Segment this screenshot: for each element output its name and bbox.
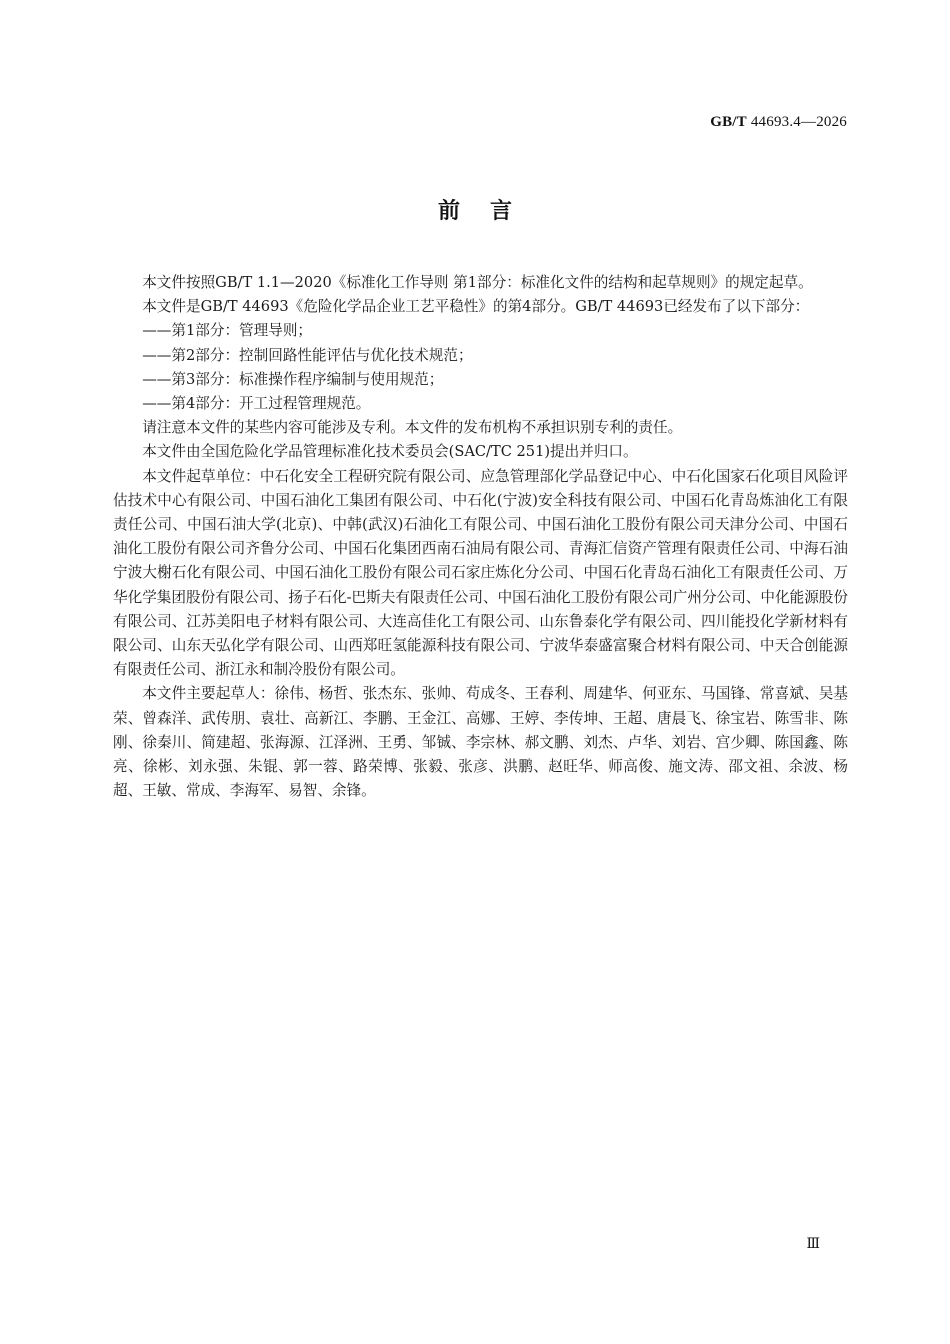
paragraph-proposer: 本文件由全国危险化学品管理标准化技术委员会(SAC/TC 251)提出并归口。	[142, 443, 638, 461]
paragraph-drafting-rules: 本文件按照GB/T 1.1—2020《标准化工作导则 第1部分：标准化文件的结构和起草规则》的规定起草。	[142, 274, 813, 291]
standard-number: 44693.4—2026	[746, 114, 847, 130]
page-title: 前言	[437, 199, 542, 224]
paragraph-patent-notice: 请注意本文件的某些内容可能涉及专利。本文件的发布机构不承担识别专利的责任。	[142, 419, 683, 437]
paragraph-series-intro: 本文件是GB/T 44693《危险化学品企业工艺平稳性》的第4部分。GB/T 44693已经发布了以下部分：	[142, 298, 810, 316]
document-body	[113, 271, 848, 803]
paragraph-drafters: 本文件主要起草人：徐伟、杨哲、张杰东、张帅、苟成冬、王春利、周建华、何亚东、马国锋、常喜斌、吴基荣、曾森洋、武传朋、袁壮、高新江、李鹏、王金江、高娜、王婷、李传坤、王超、唐晨飞、徐宝岩、陈雪非、陈刚、徐秦川、简建超、张海源、江泽洲、王勇、邹铖、李宗林、郝文鹏、刘杰、卢华、刘岩、宫少卿、陈国鑫、陈亮、徐彬、刘永强、朱锟、郭一蓉、路荣博、张毅、张彦、洪鹏、赵旺华、师高俊、施文涛、邵文祖、余波、杨超、王敏、常成、李海军、易智、余锋。	[113, 685, 848, 800]
standard-code	[710, 114, 847, 131]
standard-prefix: GB/T	[710, 114, 747, 130]
list-item: ——第3部分：标准操作程序编制与使用规范；	[142, 370, 444, 388]
paragraph-drafting-organizations: 本文件起草单位：中石化安全工程研究院有限公司、应急管理部化学品登记中心、中石化国家石化项目风险评估技术中心有限公司、中国石油化工集团有限公司、中石化(宁波)安全科技有限公司、中国石化青岛炼油化工有限责任公司、中国石油大学(北京)、中韩(武汉)石油化工有限公司、中国石油化工股份有限公司天津分公司、中国石油化工股份有限公司齐鲁分公司、中国石化集团西南石油局有限公司、青海汇信资产管理有限责任公司、中海石油宁波大榭石化有限公司、中国石油化工股份有限公司石家庄炼化分公司、中国石化青岛石油化工有限责任公司、万华化学集团股份有限公司、扬子石化-巴斯夫有限责任公司、中国石油化工股份有限公司广州分公司、中化能源股份有限公司、江苏美阳电子材料有限公司、大连高佳化工有限公司、山东鲁泰化学有限公司、四川能投化学新材料有限公司、山东天弘化学有限公司、山西郑旺氢能源科技有限公司、宁波华泰盛富聚合材料有限公司、中天合创能源有限责任公司、浙江永和制冷股份有限公司。	[113, 467, 848, 679]
page-number: Ⅲ	[806, 1237, 820, 1252]
list-item: ——第2部分：控制回路性能评估与优化技术规范；	[142, 346, 473, 364]
list-item: ——第1部分：管理导则；	[142, 322, 313, 340]
list-item: ——第4部分：开工过程管理规范。	[142, 395, 371, 413]
